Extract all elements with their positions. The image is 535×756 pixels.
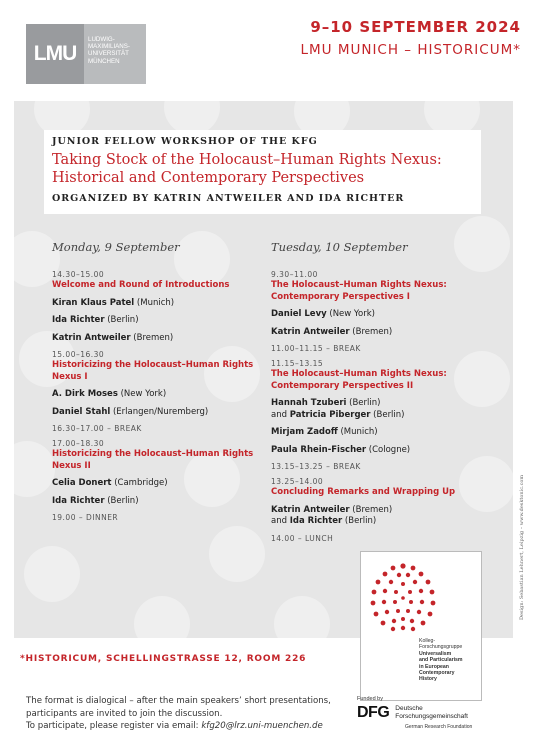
session-title	[271, 280, 481, 303]
kfg-logo-box	[360, 551, 482, 701]
session-time: 11.15–13.15	[271, 359, 324, 368]
speaker-name: Hannah Tzuberi	[271, 398, 347, 408]
dfg-row	[357, 704, 527, 722]
kfg-line: Forschungsgruppe	[419, 644, 463, 651]
speaker-affiliation: (Berlin)	[104, 495, 139, 506]
speaker	[271, 427, 481, 439]
speaker-name: Paula Rhein-Fischer	[271, 444, 367, 455]
dinner-label: 19.00 – DINNER	[52, 513, 119, 522]
session-title-line: Contemporary Perspectives II	[271, 380, 414, 391]
speaker-conjunction: and	[271, 409, 290, 420]
speaker-conjunction: and	[271, 516, 290, 526]
session-title-line: Historicizing the Holocaust–Human Rights	[52, 449, 254, 459]
speaker	[52, 333, 262, 345]
speaker	[52, 478, 262, 490]
session-title: Welcome and Round of Introductions	[52, 280, 230, 290]
session-time: 14.30–15.00	[52, 270, 105, 279]
decor-dot	[134, 596, 190, 638]
break-label: 11.00–11.15 – BREAK	[271, 344, 361, 353]
speaker-name: Katrin Antweiler	[271, 326, 350, 337]
event-place: LMU MUNICH – HISTORICUM*	[300, 42, 521, 58]
tuesday-column	[271, 240, 481, 547]
speaker-name: Daniel Stahl	[52, 406, 111, 417]
lmu-logo-line: UNIVERSITÄT	[88, 50, 129, 58]
speaker-affiliation: (Berlin)	[104, 315, 139, 325]
day-heading: Tuesday, 10 September	[271, 240, 408, 254]
kfg-text	[419, 638, 481, 683]
dfg-name-line: Forschungsgemeinschaft	[395, 713, 468, 720]
dfg-logo-mark: DFG	[357, 704, 390, 721]
lmu-logo	[26, 24, 146, 84]
session-time: 9.30–11.00	[271, 270, 318, 279]
speaker	[271, 398, 481, 421]
session-time: 13.25–14.00	[271, 477, 324, 486]
break-label: 13.15–13.25 – BREAK	[271, 462, 361, 471]
speaker-name: Celia Donert	[52, 478, 112, 488]
speaker-line	[271, 505, 481, 517]
workshop-title	[52, 151, 473, 187]
day-heading: Monday, 9 September	[52, 240, 180, 254]
kfg-line: Contemporary	[419, 670, 455, 677]
lmu-logo-line: MÜNCHEN	[88, 57, 120, 65]
speaker-affiliation: (Erlangen/Nuremberg)	[110, 406, 209, 417]
session-title	[52, 360, 262, 383]
workshop-organizers: ORGANIZED BY KATRIN ANTWEILER AND IDA RICHTER	[52, 193, 405, 204]
speaker	[52, 389, 262, 401]
speaker-name: Ida Richter	[52, 315, 105, 325]
workshop-label: JUNIOR FELLOW WORKSHOP OF THE KFG	[52, 136, 318, 147]
decor-dot	[24, 546, 80, 602]
session-time: 15.00–16.30	[52, 350, 105, 359]
session-title-line: Nexus II	[52, 460, 91, 471]
register-email-link[interactable]: kfg20@lrz.uni-muenchen.de	[201, 721, 323, 731]
session-title-line: The Holocaust–Human Rights Nexus:	[271, 369, 447, 379]
speaker-line	[271, 398, 481, 410]
funded-by-label: Funded by	[357, 696, 383, 702]
session-title-line: Contemporary Perspectives I	[271, 291, 410, 302]
event-date-block	[300, 18, 521, 58]
speaker-affiliation: (Berlin)	[370, 409, 405, 420]
speaker-affiliation: (Berlin)	[342, 516, 377, 526]
session-title	[52, 449, 262, 472]
kfg-line: and Particularism	[419, 657, 463, 664]
kfg-line: Kolleg-	[419, 638, 436, 644]
speaker-affiliation: (Berlin)	[346, 398, 381, 408]
speaker-affiliation: (Cambridge)	[111, 478, 168, 488]
speaker	[271, 327, 481, 339]
dfg-name	[395, 705, 468, 721]
session-title-line: The Holocaust–Human Rights Nexus:	[271, 280, 447, 290]
speaker	[271, 505, 481, 528]
session-title-line: Nexus I	[52, 371, 88, 382]
workshop-title-box	[44, 130, 481, 214]
lmu-logo-line: MAXIMILIANS-	[88, 43, 130, 51]
decor-dot	[274, 596, 330, 638]
lmu-logo-mark: LMU	[26, 24, 84, 84]
kfg-line: Universalism	[419, 650, 452, 657]
session-time: 17.00–18.30	[52, 439, 105, 448]
speaker	[52, 496, 262, 508]
speaker-name: Katrin Antweiler	[52, 332, 131, 343]
speaker-line	[271, 516, 481, 528]
kfg-dots-logo-icon	[365, 558, 441, 634]
speaker-name: Ida Richter	[289, 516, 343, 526]
kfg-line: in European	[419, 663, 449, 670]
event-date: 9–10 SEPTEMBER 2024	[310, 18, 521, 36]
speaker-affiliation: (Cologne)	[366, 444, 411, 455]
speaker-affiliation: (New York)	[117, 389, 167, 399]
speaker-name: Daniel Levy	[271, 309, 327, 319]
dfg-name-line: Deutsche	[395, 705, 423, 712]
speaker-affiliation: (Munich)	[134, 297, 175, 308]
register-prefix: To participate, please register via email:	[26, 721, 202, 731]
speaker-line	[271, 410, 481, 422]
venue-address: *HISTORICUM, SCHELLINGSTRASSE 12, ROOM 226	[20, 654, 307, 664]
workshop-title-line: Historical and Contemporary Perspectives	[52, 170, 365, 186]
lmu-logo-line: LUDWIG-	[88, 36, 115, 43]
speaker-name: A. Dirk Moses	[52, 389, 118, 399]
speaker-affiliation: (New York)	[326, 309, 375, 319]
decor-dot	[14, 441, 55, 497]
info-line	[26, 720, 336, 733]
speaker	[52, 407, 262, 419]
info-line: participants are invited to join the discussion.	[26, 708, 223, 719]
participation-info	[26, 695, 336, 733]
speaker	[52, 315, 262, 327]
speaker-name: Katrin Antweiler	[271, 504, 350, 515]
speaker-name: Ida Richter	[52, 495, 105, 506]
monday-column	[52, 240, 262, 526]
speaker	[52, 298, 262, 310]
info-line: The format is dialogical – after the main speakers’ short presentations,	[26, 696, 331, 706]
kfg-line: History	[419, 676, 437, 683]
speaker-affiliation: (Bremen)	[349, 504, 393, 515]
session-title: Concluding Remarks and Wrapping Up	[271, 487, 456, 497]
lmu-logo-text	[84, 24, 146, 84]
speaker-name: Patricia Piberger	[289, 409, 371, 420]
design-credit: Design: Sebastian Lehnert, Leipzig – www.desktonic.com	[519, 474, 525, 620]
speaker-affiliation: (Bremen)	[130, 332, 174, 343]
dfg-english-name: German Research Foundation	[405, 724, 473, 730]
speaker	[271, 445, 481, 457]
speaker-name: Kiran Klaus Patel	[52, 297, 135, 308]
speaker-name: Mirjam Zadoff	[271, 427, 338, 437]
decor-dot	[209, 526, 265, 582]
speaker	[271, 309, 481, 321]
session-title-line: Historicizing the Holocaust–Human Rights	[52, 360, 254, 370]
speaker-affiliation: (Munich)	[337, 427, 378, 437]
break-label: 16.30–17.00 – BREAK	[52, 424, 142, 433]
lunch-label: 14.00 – LUNCH	[271, 533, 334, 543]
speaker-affiliation: (Bremen)	[349, 326, 393, 337]
session-title	[271, 369, 481, 392]
dfg-logo	[357, 696, 527, 730]
workshop-title-line: Taking Stock of the Holocaust–Human Rights Nexus:	[52, 152, 442, 168]
